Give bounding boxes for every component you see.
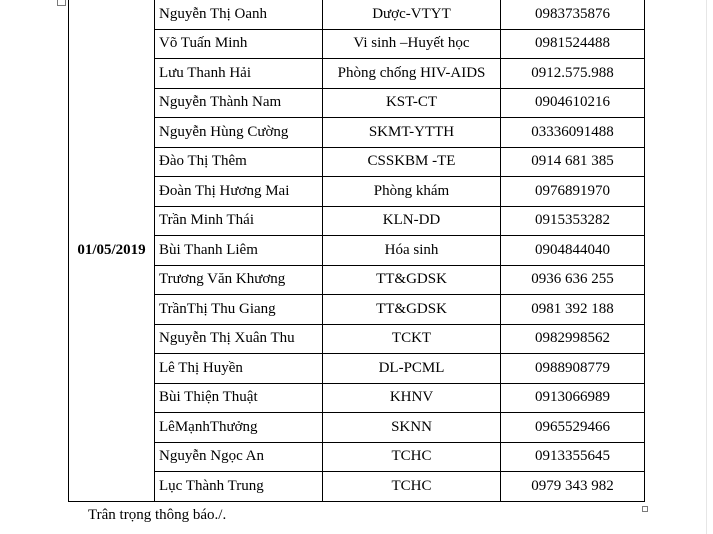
department-cell: TCKT: [323, 324, 501, 354]
department-cell: KST-CT: [323, 88, 501, 118]
staff-name-cell: Võ Tuấn Minh: [155, 29, 323, 59]
table-row: [69, 59, 645, 89]
table-row: [69, 118, 645, 148]
table-row: [69, 354, 645, 384]
phone-cell: 0976891970: [501, 177, 645, 207]
department-cell: DL-PCML: [323, 354, 501, 384]
staff-name-cell: Nguyễn Thị Oanh: [155, 0, 323, 29]
table-row: [69, 29, 645, 59]
phone-cell: 0913355645: [501, 442, 645, 472]
table-resize-handle-icon[interactable]: [642, 506, 648, 512]
table-row: [69, 236, 645, 266]
phone-cell: 0965529466: [501, 413, 645, 443]
department-cell: SKNN: [323, 413, 501, 443]
table-row: [69, 413, 645, 443]
staff-name-cell: Trương Văn Khương: [155, 265, 323, 295]
staff-name-cell: Nguyễn Hùng Cường: [155, 118, 323, 148]
staff-name-cell: Đào Thị Thêm: [155, 147, 323, 177]
staff-name-cell: Nguyễn Thành Nam: [155, 88, 323, 118]
department-cell: Phòng khám: [323, 177, 501, 207]
table-row: [69, 295, 645, 325]
department-cell: Hóa sinh: [323, 236, 501, 266]
table-row: [69, 265, 645, 295]
table-row: [69, 324, 645, 354]
table-row: [69, 0, 645, 29]
department-cell: CSSKBM -TE: [323, 147, 501, 177]
phone-cell: 0982998562: [501, 324, 645, 354]
department-cell: KLN-DD: [323, 206, 501, 236]
phone-cell: 0904844040: [501, 236, 645, 266]
table-row: [69, 206, 645, 236]
phone-cell: 0983735876: [501, 0, 645, 29]
table-row: [69, 383, 645, 413]
department-cell: TT&GDSK: [323, 295, 501, 325]
department-cell: TCHC: [323, 472, 501, 502]
staff-name-cell: Lê Thị Huyền: [155, 354, 323, 384]
table-row: [69, 177, 645, 207]
phone-cell: 0981524488: [501, 29, 645, 59]
staff-name-cell: Bùi Thanh Liêm: [155, 236, 323, 266]
phone-cell: 0936 636 255: [501, 265, 645, 295]
phone-cell: 0979 343 982: [501, 472, 645, 502]
staff-name-cell: TrầnThị Thu Giang: [155, 295, 323, 325]
phone-cell: 0914 681 385: [501, 147, 645, 177]
phone-cell: 0915353282: [501, 206, 645, 236]
department-cell: Dược-VTYT: [323, 0, 501, 29]
phone-cell: 0981 392 188: [501, 295, 645, 325]
department-cell: Phòng chống HIV-AIDS: [323, 59, 501, 89]
table-row: [69, 442, 645, 472]
duty-date-cell: 01/05/2019: [69, 0, 155, 501]
phone-cell: 0904610216: [501, 88, 645, 118]
closing-text: Trân trọng thông báo./.: [88, 507, 227, 523]
department-cell: TCHC: [323, 442, 501, 472]
staff-name-cell: Bùi Thiện Thuật: [155, 383, 323, 413]
right-margin-guide: [706, 0, 707, 534]
table-row: [69, 147, 645, 177]
department-cell: Vi sinh –Huyết học: [323, 29, 501, 59]
staff-name-cell: LêMạnhThưởng: [155, 413, 323, 443]
staff-name-cell: Lục Thành Trung: [155, 472, 323, 502]
department-cell: TT&GDSK: [323, 265, 501, 295]
duty-contact-table: [68, 0, 645, 502]
staff-name-cell: Nguyễn Thị Xuân Thu: [155, 324, 323, 354]
table-row: [69, 88, 645, 118]
table-body: [69, 0, 645, 501]
staff-name-cell: Lưu Thanh Hải: [155, 59, 323, 89]
department-cell: KHNV: [323, 383, 501, 413]
phone-cell: 0913066989: [501, 383, 645, 413]
phone-cell: 0988908779: [501, 354, 645, 384]
department-cell: SKMT-YTTH: [323, 118, 501, 148]
staff-name-cell: Trần Minh Thái: [155, 206, 323, 236]
phone-cell: 0912.575.988: [501, 59, 645, 89]
staff-name-cell: Đoàn Thị Hương Mai: [155, 177, 323, 207]
phone-cell: 03336091488: [501, 118, 645, 148]
table-move-handle-icon[interactable]: [57, 0, 66, 6]
staff-name-cell: Nguyễn Ngọc An: [155, 442, 323, 472]
table-row: [69, 472, 645, 502]
